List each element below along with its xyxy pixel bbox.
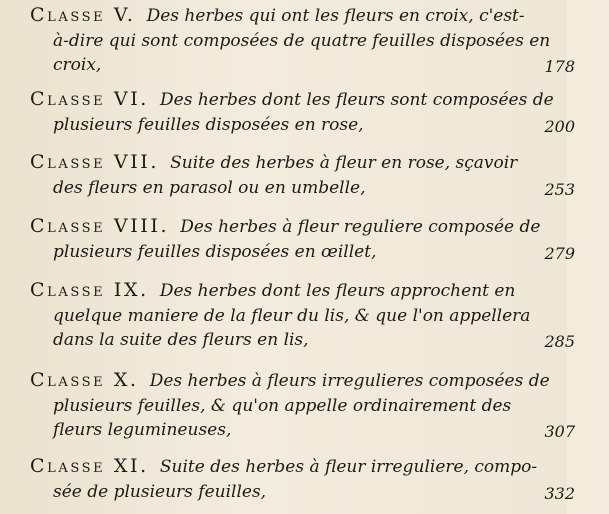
classe-vii-text-1: Suite des herbes à fleur en rose, sçavoir (170, 153, 518, 173)
classe-x-line-2 (30, 396, 575, 420)
classe-x-entry (30, 369, 575, 444)
classe-x-page-number: 307 (544, 422, 575, 441)
classe-vii-label: Classe VII. (30, 151, 160, 173)
classe-xi-text-2: sée de plusieurs feuilles, (53, 482, 267, 502)
classe-vii-line-2 (30, 178, 575, 202)
classe-v-entry (30, 4, 575, 79)
classe-ix-line-1 (30, 279, 575, 306)
classe-vi-line-1 (30, 88, 575, 115)
classe-v-text-2: à-dire qui sont composées de quatre feuilles disposées en (53, 31, 551, 51)
classe-xi-page-number: 332 (544, 484, 575, 503)
classe-v-page-number: 178 (544, 57, 575, 76)
classe-ix-text-3: dans la suite des fleurs en lis, (53, 330, 309, 350)
classe-x-line-3 (30, 420, 575, 444)
classe-vii-text-2: des fleurs en parasol ou en umbelle, (53, 178, 366, 198)
classe-xi-text-1: Suite des herbes à fleur irreguliere, compo- (159, 457, 538, 477)
classe-x-text-3: fleurs legumineuses, (53, 420, 232, 440)
classe-viii-entry (30, 215, 575, 266)
classe-vii-page-number: 253 (544, 180, 575, 199)
classe-ix-line-3 (30, 330, 575, 354)
classe-ix-text-2: quelque maniere de la fleur du lis, & que l'on appellera (53, 306, 531, 326)
classe-viii-label: Classe VIII. (30, 215, 170, 237)
classe-vi-label: Classe VI. (30, 88, 149, 110)
classe-vii-line-1 (30, 151, 575, 178)
classe-ix-label: Classe IX. (30, 279, 149, 301)
classe-x-label: Classe X. (30, 369, 139, 391)
classe-v-text-1: Des herbes qui ont les fleurs en croix, c'est- (146, 6, 525, 26)
classe-viii-line-1 (30, 215, 575, 242)
classe-x-text-2: plusieurs feuilles, & qu'on appelle ordinairement des (53, 396, 512, 416)
classe-xi-label: Classe XI. (30, 455, 149, 477)
classe-v-line-1 (30, 4, 575, 31)
classe-ix-page-number: 285 (544, 332, 575, 351)
classe-x-text-1: Des herbes à fleurs irregulieres composées de (149, 371, 550, 391)
classe-xi-line-2 (30, 482, 575, 506)
classe-x-line-1 (30, 369, 575, 396)
classe-vi-text-1: Des herbes dont les fleurs sont composées de (160, 90, 554, 110)
classe-ix-line-2 (30, 306, 575, 330)
classe-v-line-2 (30, 31, 575, 55)
classe-vi-entry (30, 88, 575, 139)
classe-xi-line-1 (30, 455, 575, 482)
classe-vi-text-2: plusieurs feuilles disposées en rose, (53, 115, 364, 135)
classe-ix-text-1: Des herbes dont les fleurs approchent en (159, 281, 516, 301)
classe-v-line-3 (30, 55, 575, 79)
classe-vi-page-number: 200 (544, 117, 575, 136)
classe-xi-entry (30, 455, 575, 506)
classe-vii-entry (30, 151, 575, 202)
classe-viii-page-number: 279 (544, 244, 575, 263)
classe-viii-text-2: plusieurs feuilles disposées en œillet, (53, 242, 377, 262)
classe-v-label: Classe V. (30, 4, 136, 26)
classe-vi-line-2 (30, 115, 575, 139)
classe-viii-text-1: Des herbes à fleur reguliere composée de (180, 217, 541, 237)
classe-ix-entry (30, 279, 575, 354)
classe-v-text-3: croix, (53, 55, 102, 75)
classe-viii-line-2 (30, 242, 575, 266)
